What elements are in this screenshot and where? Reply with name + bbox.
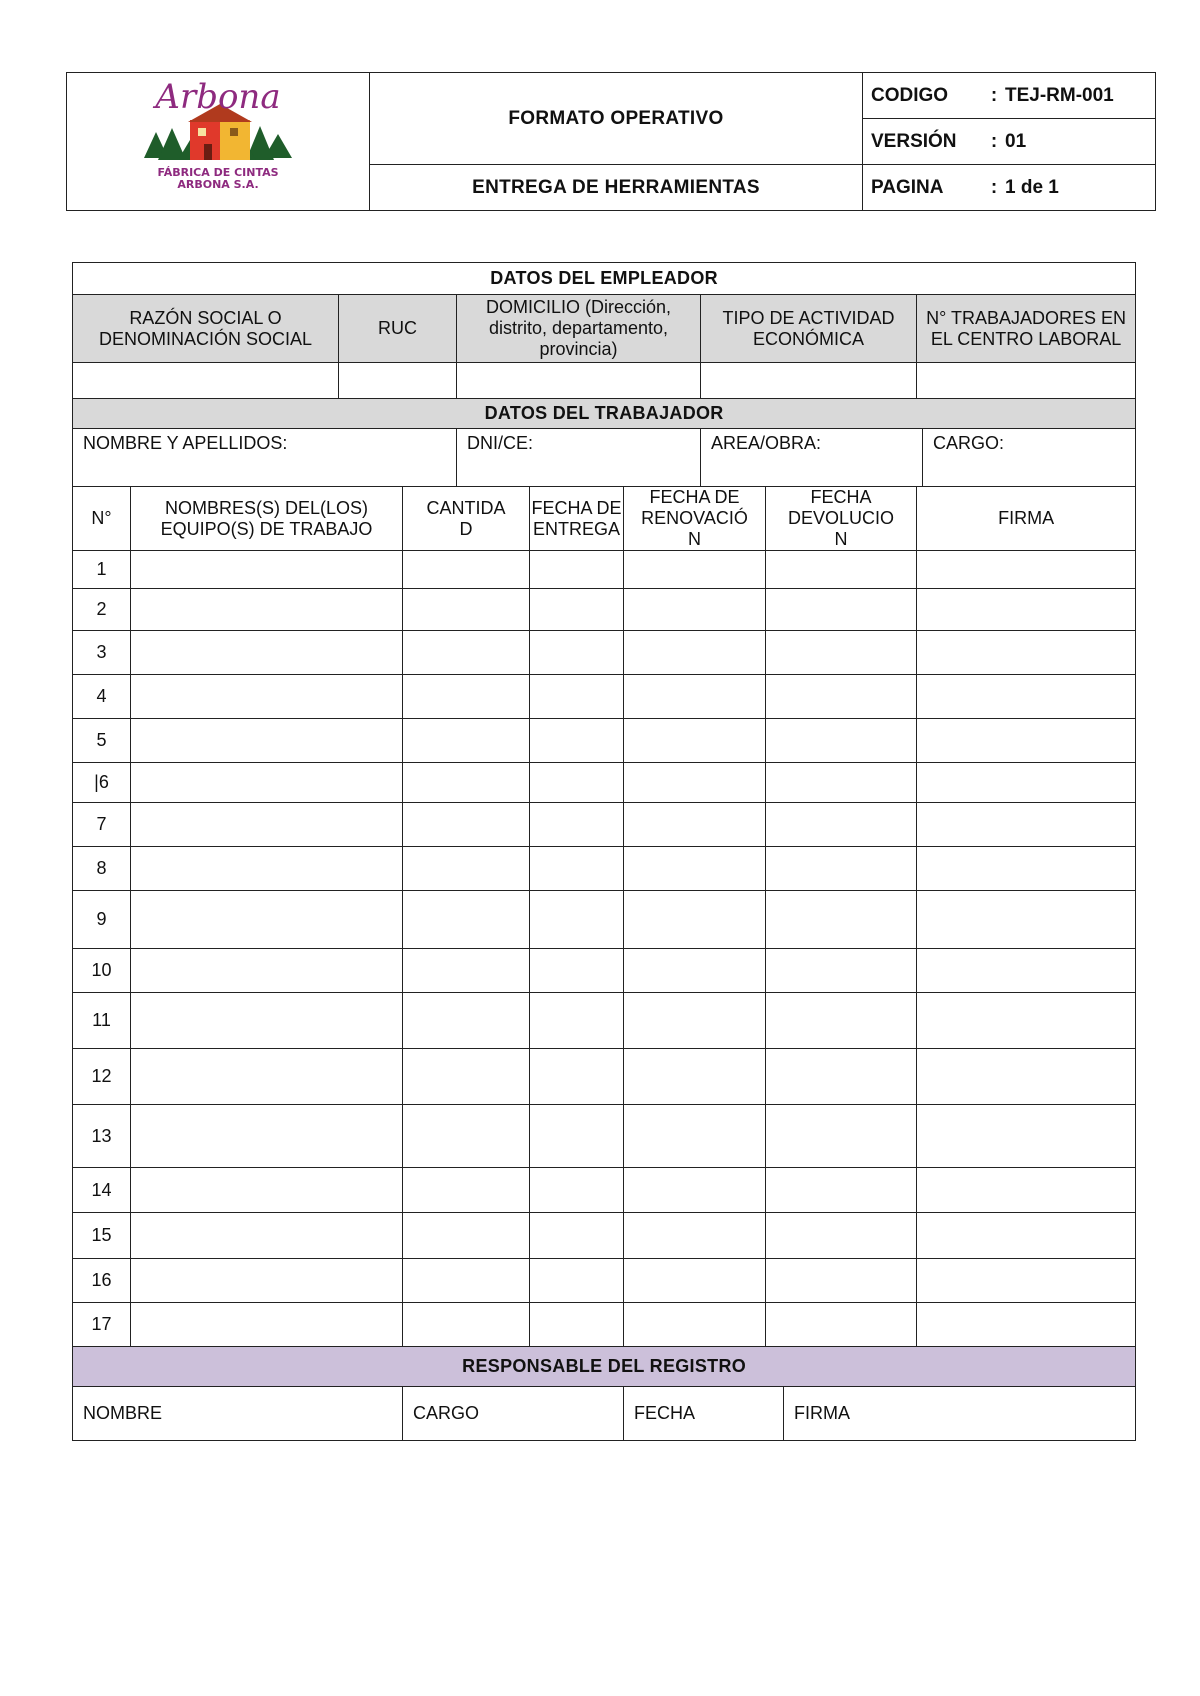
version-separator: : (990, 130, 998, 152)
fecha-entrega-cell[interactable] (530, 993, 624, 1049)
col-devolucion-line1: FECHA (810, 487, 872, 507)
row-number: 17 (73, 1303, 131, 1347)
col-renovacion-line3: N (688, 529, 701, 549)
fecha-devolucion-cell[interactable] (766, 763, 917, 803)
row-number: 11 (73, 993, 131, 1049)
row-number: 5 (73, 719, 131, 763)
col-trabajadores: N° TRABAJADORES EN EL CENTRO LABORAL (917, 295, 1136, 363)
pagina-separator: : (990, 176, 998, 198)
cargo-field[interactable] (923, 429, 1136, 487)
fecha-renovacion-cell[interactable] (624, 847, 766, 891)
fecha-entrega-cell[interactable] (530, 631, 624, 675)
fecha-entrega-cell[interactable] (530, 1259, 624, 1303)
row-number: 2 (73, 589, 131, 631)
fecha-renovacion-cell[interactable] (624, 631, 766, 675)
table-row (73, 949, 1136, 993)
table-row (73, 1168, 1136, 1213)
table-row (73, 1303, 1136, 1347)
dni-field[interactable] (457, 429, 701, 487)
equipo-nombre-cell[interactable] (131, 949, 403, 993)
fecha-renovacion-cell[interactable] (624, 949, 766, 993)
responsable-fecha-field[interactable] (624, 1387, 784, 1441)
row-number: 10 (73, 949, 131, 993)
firma-cell[interactable] (917, 1049, 1136, 1105)
row-number: 9 (73, 891, 131, 949)
fecha-entrega-cell[interactable] (530, 1303, 624, 1347)
cargo-label: CARGO: (933, 433, 1005, 453)
equipo-nombre-cell[interactable] (131, 675, 403, 719)
row-number: 13 (73, 1105, 131, 1168)
cantidad-cell[interactable] (403, 993, 530, 1049)
col-fecha-renovacion (624, 487, 766, 551)
table-row (73, 891, 1136, 949)
firma-cell[interactable] (917, 993, 1136, 1049)
firma-cell[interactable] (917, 719, 1136, 763)
row-number: 1 (73, 551, 131, 589)
fecha-renovacion-cell[interactable] (624, 803, 766, 847)
table-row (73, 675, 1136, 719)
row-number: 8 (73, 847, 131, 891)
firma-cell[interactable] (917, 1213, 1136, 1259)
fecha-renovacion-cell[interactable] (624, 1105, 766, 1168)
col-devolucion-line3: N (834, 529, 848, 549)
pagina-cell (863, 165, 1156, 211)
table-row (73, 847, 1136, 891)
col-nombre-equipo: NOMBRES(S) DEL(LOS) EQUIPO(S) DE TRABAJO (131, 487, 403, 551)
cantidad-cell[interactable] (403, 1168, 530, 1213)
nombre-apellidos-label: NOMBRE Y APELLIDOS: (83, 433, 288, 453)
firma-cell[interactable] (917, 763, 1136, 803)
fecha-renovacion-cell[interactable] (624, 551, 766, 589)
pagina-value: 1 de 1 (1005, 176, 1059, 198)
logo-cell (67, 73, 370, 211)
responsable-nombre-field[interactable] (73, 1387, 403, 1441)
col-cantidad-line1: CANTIDA (426, 497, 506, 518)
fecha-renovacion-cell[interactable] (624, 589, 766, 631)
version-cell (863, 119, 1156, 165)
codigo-separator: : (990, 84, 998, 106)
equipo-nombre-cell[interactable] (131, 1168, 403, 1213)
fecha-entrega-cell[interactable] (530, 551, 624, 589)
firma-cell[interactable] (917, 675, 1136, 719)
col-renovacion-line2: RENOVACIÓ (641, 508, 748, 528)
fecha-renovacion-cell[interactable] (624, 1303, 766, 1347)
cantidad-cell[interactable] (403, 847, 530, 891)
fecha-entrega-cell[interactable] (530, 675, 624, 719)
fecha-devolucion-cell[interactable] (766, 675, 917, 719)
cantidad-cell[interactable] (403, 1259, 530, 1303)
cantidad-cell[interactable] (403, 891, 530, 949)
firma-cell[interactable] (917, 589, 1136, 631)
table-row (73, 1049, 1136, 1105)
fecha-devolucion-cell[interactable] (766, 1303, 917, 1347)
equipo-nombre-cell[interactable] (131, 803, 403, 847)
table-row (73, 551, 1136, 589)
fecha-entrega-cell[interactable] (530, 803, 624, 847)
cantidad-cell[interactable] (403, 803, 530, 847)
equipo-nombre-cell[interactable] (131, 891, 403, 949)
table-row (73, 719, 1136, 763)
table-row (73, 763, 1136, 803)
cantidad-cell[interactable] (403, 1105, 530, 1168)
row-number: 7 (73, 803, 131, 847)
responsable-firma-field[interactable] (784, 1387, 1136, 1441)
table-row (73, 1259, 1136, 1303)
cantidad-cell[interactable] (403, 589, 530, 631)
responsable-fecha-label: FECHA (634, 1403, 696, 1423)
fecha-devolucion-cell[interactable] (766, 1168, 917, 1213)
row-number: 4 (73, 675, 131, 719)
entrega-form (72, 262, 1136, 1441)
responsable-cargo-label: CARGO (413, 1403, 480, 1423)
col-devolucion-line2: DEVOLUCIO (787, 508, 895, 528)
fecha-devolucion-cell[interactable] (766, 551, 917, 589)
logo-caption-line1: FÁBRICA DE CINTAS (157, 166, 279, 179)
cantidad-cell[interactable] (403, 551, 530, 589)
codigo-value: TEJ-RM-001 (1005, 84, 1114, 106)
domicilio-field[interactable] (457, 363, 701, 399)
document-header (66, 72, 1156, 211)
row-number: 3 (73, 631, 131, 675)
fecha-devolucion-cell[interactable] (766, 1105, 917, 1168)
cantidad-cell[interactable] (403, 763, 530, 803)
company-logo (138, 80, 298, 198)
col-actividad: TIPO DE ACTIVIDAD ECONÓMICA (701, 295, 917, 363)
fecha-devolucion-cell[interactable] (766, 949, 917, 993)
fecha-entrega-cell[interactable] (530, 1049, 624, 1105)
equipo-nombre-cell[interactable] (131, 1213, 403, 1259)
firma-cell[interactable] (917, 891, 1136, 949)
fecha-entrega-cell[interactable] (530, 1213, 624, 1259)
fecha-devolucion-cell[interactable] (766, 1259, 917, 1303)
equipo-nombre-cell[interactable] (131, 551, 403, 589)
firma-cell[interactable] (917, 551, 1136, 589)
cantidad-cell[interactable] (403, 719, 530, 763)
cantidad-cell[interactable] (403, 1049, 530, 1105)
equipo-nombre-cell[interactable] (131, 589, 403, 631)
area-obra-field[interactable] (701, 429, 923, 487)
fecha-renovacion-cell[interactable] (624, 1168, 766, 1213)
row-number: |6 (73, 763, 131, 803)
firma-cell[interactable] (917, 803, 1136, 847)
version-value: 01 (1005, 130, 1027, 152)
fecha-entrega-cell[interactable] (530, 719, 624, 763)
nombre-apellidos-field[interactable] (73, 429, 457, 487)
fecha-renovacion-cell[interactable] (624, 675, 766, 719)
fecha-devolucion-cell[interactable] (766, 589, 917, 631)
fecha-renovacion-cell[interactable] (624, 1049, 766, 1105)
equipo-nombre-cell[interactable] (131, 1049, 403, 1105)
razon-social-field[interactable] (73, 363, 339, 399)
equipo-nombre-cell[interactable] (131, 993, 403, 1049)
fecha-entrega-cell[interactable] (530, 589, 624, 631)
logo-brand-text: Arbona (155, 80, 281, 117)
firma-cell[interactable] (917, 847, 1136, 891)
cantidad-cell[interactable] (403, 1213, 530, 1259)
equipo-nombre-cell[interactable] (131, 631, 403, 675)
equipo-nombre-cell[interactable] (131, 847, 403, 891)
responsable-firma-label: FIRMA (794, 1403, 850, 1423)
actividad-field[interactable] (701, 363, 917, 399)
empleador-section-title: DATOS DEL EMPLEADOR (73, 263, 1136, 295)
cantidad-cell[interactable] (403, 1303, 530, 1347)
col-numero: N° (73, 487, 131, 551)
table-row (73, 631, 1136, 675)
equipo-nombre-cell[interactable] (131, 763, 403, 803)
responsable-nombre-label: NOMBRE (83, 1403, 163, 1423)
fecha-devolucion-cell[interactable] (766, 631, 917, 675)
firma-cell[interactable] (917, 1303, 1136, 1347)
fecha-entrega-cell[interactable] (530, 847, 624, 891)
fecha-renovacion-cell[interactable] (624, 1213, 766, 1259)
fecha-renovacion-cell[interactable] (624, 763, 766, 803)
table-row (73, 803, 1136, 847)
row-number: 12 (73, 1049, 131, 1105)
pagina-label: PAGINA (871, 176, 944, 198)
col-ruc: RUC (339, 295, 457, 363)
fecha-devolucion-cell[interactable] (766, 719, 917, 763)
table-row (73, 1105, 1136, 1168)
col-domicilio: DOMICILIO (Dirección, distrito, departamento, provincia) (457, 295, 701, 363)
firma-cell[interactable] (917, 1168, 1136, 1213)
cantidad-cell[interactable] (403, 631, 530, 675)
fecha-devolucion-cell[interactable] (766, 1213, 917, 1259)
format-title: FORMATO OPERATIVO (370, 73, 863, 165)
row-number: 16 (73, 1259, 131, 1303)
fecha-renovacion-cell[interactable] (624, 1259, 766, 1303)
fecha-entrega-cell[interactable] (530, 763, 624, 803)
firma-cell[interactable] (917, 949, 1136, 993)
cantidad-cell[interactable] (403, 675, 530, 719)
fecha-entrega-cell[interactable] (530, 891, 624, 949)
table-row (73, 589, 1136, 631)
fecha-renovacion-cell[interactable] (624, 993, 766, 1049)
trabajadores-field[interactable] (917, 363, 1136, 399)
row-number: 15 (73, 1213, 131, 1259)
row-number: 14 (73, 1168, 131, 1213)
equipo-nombre-cell[interactable] (131, 1105, 403, 1168)
fecha-devolucion-cell[interactable] (766, 847, 917, 891)
col-fecha-devolucion (766, 487, 917, 551)
firma-cell[interactable] (917, 631, 1136, 675)
fecha-entrega-cell[interactable] (530, 1105, 624, 1168)
col-fecha-entrega: FECHA DE ENTREGA (530, 487, 624, 551)
fecha-devolucion-cell[interactable] (766, 803, 917, 847)
table-row (73, 1213, 1136, 1259)
fecha-devolucion-cell[interactable] (766, 1049, 917, 1105)
cantidad-cell[interactable] (403, 949, 530, 993)
firma-cell[interactable] (917, 1259, 1136, 1303)
fecha-devolucion-cell[interactable] (766, 993, 917, 1049)
responsable-section-title: RESPONSABLE DEL REGISTRO (73, 1347, 1136, 1387)
equipo-nombre-cell[interactable] (131, 719, 403, 763)
fecha-entrega-cell[interactable] (530, 949, 624, 993)
document-title: ENTREGA DE HERRAMIENTAS (370, 165, 863, 211)
col-renovacion-line1: FECHA DE (649, 487, 740, 507)
table-row (73, 993, 1136, 1049)
codigo-cell (863, 73, 1156, 119)
fecha-renovacion-cell[interactable] (624, 891, 766, 949)
col-cantidad-line2: D (459, 518, 473, 539)
firma-cell[interactable] (917, 1105, 1136, 1168)
col-cantidad (403, 487, 530, 551)
area-obra-label: AREA/OBRA: (711, 433, 822, 453)
equipo-nombre-cell[interactable] (131, 1259, 403, 1303)
fecha-entrega-cell[interactable] (530, 1168, 624, 1213)
ruc-field[interactable] (339, 363, 457, 399)
dni-label: DNI/CE: (467, 433, 534, 453)
equipo-nombre-cell[interactable] (131, 1303, 403, 1347)
trabajador-section-title: DATOS DEL TRABAJADOR (73, 399, 1136, 429)
col-razon-social: RAZÓN SOCIAL O DENOMINACIÓN SOCIAL (73, 295, 339, 363)
fecha-devolucion-cell[interactable] (766, 891, 917, 949)
version-label: VERSIÓN (871, 130, 957, 152)
responsable-cargo-field[interactable] (403, 1387, 624, 1441)
fecha-renovacion-cell[interactable] (624, 719, 766, 763)
logo-caption-line2: ARBONA S.A. (177, 178, 259, 191)
col-firma: FIRMA (917, 487, 1136, 551)
codigo-label: CODIGO (871, 84, 949, 106)
